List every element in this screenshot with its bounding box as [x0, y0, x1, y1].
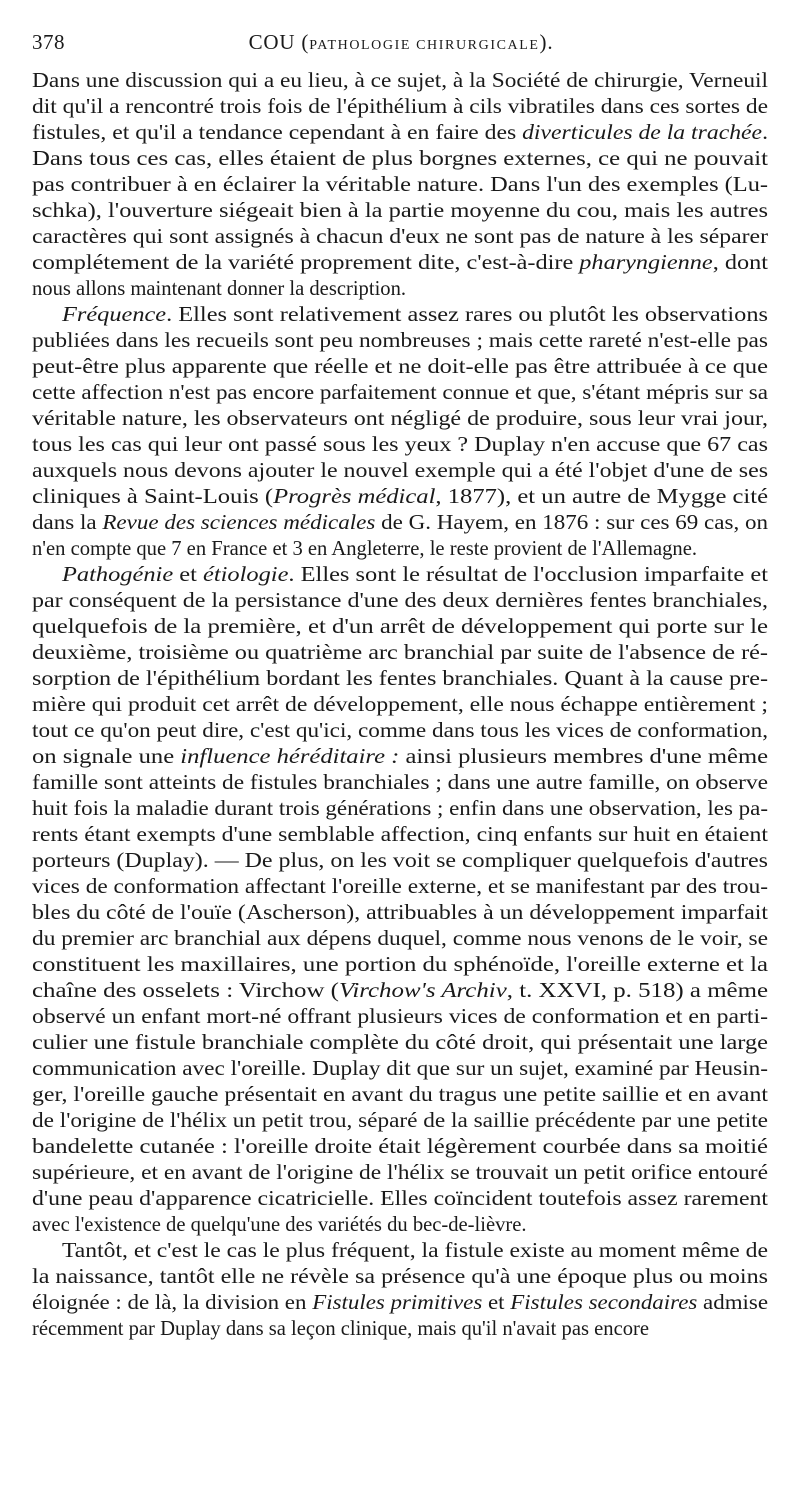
- text-run: cliniques à Saint-Louis (: [32, 486, 274, 508]
- text-run: n'en compte que 7 en France et 3 en Angleterre, le reste provient de l'Allemagne.: [32, 538, 698, 560]
- italic-run: pharyngienne: [579, 252, 713, 274]
- text-line: [32, 250, 768, 276]
- text-line: [32, 926, 768, 952]
- text-line: [32, 380, 768, 406]
- text-run: . Elles sont le résultat de l'occlusion imparfaite et: [288, 564, 768, 586]
- text-line: [32, 198, 768, 224]
- italic-run: Virchow's Archiv: [338, 980, 507, 1002]
- text-line: [32, 1212, 768, 1238]
- text-line: [32, 1290, 768, 1316]
- text-line: [32, 900, 768, 926]
- text-line-content: [32, 770, 768, 796]
- text-line-content: [32, 1030, 768, 1056]
- text-run: véritable nature, les observateurs ont négligé de produire, sous leur vrai jour,: [32, 408, 768, 430]
- text-line-content: [32, 1134, 768, 1160]
- text-line: [32, 484, 768, 510]
- text-line-content: [32, 94, 768, 120]
- text-line: [32, 68, 768, 94]
- text-line: [32, 354, 768, 380]
- text-line-content: [62, 302, 768, 328]
- text-run: quelquefois de la première, et d'un arrêt de développement qui porte sur le: [32, 616, 768, 638]
- page-header: [32, 30, 770, 60]
- text-line-content: [32, 588, 768, 614]
- text-run: peut-être plus apparente que réelle et ne doit-elle pas être attribuée à ce que: [32, 356, 768, 378]
- italic-run: Fréquence: [62, 304, 167, 326]
- text-run: tous les cas qui leur ont passé sous les yeux ? Duplay n'en accuse que 67 cas: [32, 434, 768, 456]
- text-run: huit fois la maladie durant trois générations ; enfin dans une observation, les pa-: [32, 798, 768, 820]
- text-line-content: [32, 1108, 768, 1134]
- text-line-content: [32, 172, 768, 198]
- paragraph: [32, 302, 768, 562]
- text-run: chaîne des osselets : Virchow (: [32, 980, 339, 1002]
- text-line-content: [32, 328, 768, 354]
- text-line-content: [32, 510, 768, 536]
- text-line: [32, 874, 768, 900]
- text-run: et: [482, 1292, 511, 1314]
- text-line: [32, 1186, 768, 1212]
- text-line-content: [32, 1316, 649, 1342]
- text-line: [32, 94, 768, 120]
- text-line-content: [32, 952, 768, 978]
- italic-run: Fistules primitives: [312, 1292, 483, 1314]
- text-run: famille sont atteints de fistules branchiales ; dans une autre famille, on observe: [32, 772, 768, 794]
- text-line-content: [32, 198, 768, 224]
- text-line: [32, 848, 768, 874]
- text-run: Tantôt, et c'est le cas le plus fréquent, la fistule existe au moment même de: [62, 1240, 768, 1262]
- text-line: [32, 614, 768, 640]
- text-run: de l'origine de l'hélix un petit trou, séparé de la saillie précédente par une petite: [32, 1110, 768, 1132]
- text-line: [32, 822, 768, 848]
- text-line-content: [32, 900, 768, 926]
- text-line: [32, 1108, 768, 1134]
- text-line: [32, 1056, 768, 1082]
- text-line: [32, 302, 768, 328]
- text-line-content: [32, 926, 768, 952]
- text-line-content: [32, 744, 768, 770]
- italic-run: Pathogénie: [62, 564, 174, 586]
- text-run: fistules, et qu'il a tendance cependant à en faire des: [32, 122, 523, 144]
- paragraph: [32, 68, 768, 302]
- text-run: dans la: [32, 512, 103, 534]
- text-run: caractères qui sont assignés à chacun d'eux ne sont pas de nature à les séparer: [32, 226, 768, 248]
- text-run: du premier arc branchial aux dépens duquel, comme nous venons de le voir, se: [32, 928, 768, 950]
- text-line-content: [32, 432, 768, 458]
- text-line-content: [32, 120, 768, 146]
- text-line-content: [32, 1186, 768, 1212]
- text-line-content: [32, 484, 768, 510]
- text-line: [32, 120, 768, 146]
- text-line-content: [32, 874, 768, 900]
- running-head-smallcaps: PATHOLOGIE CHIRURGICALE: [309, 38, 540, 53]
- text-line-content: [32, 536, 697, 562]
- text-run: ainsi plusieurs membres d'une même: [399, 746, 768, 768]
- text-line-content: [32, 1212, 527, 1238]
- text-line: [32, 1238, 768, 1264]
- text-line-content: [32, 718, 768, 744]
- text-run: d'une peau d'apparence cicatricielle. Elles coïncident toutefois assez rarement: [32, 1188, 768, 1210]
- text-line-content: [32, 640, 768, 666]
- text-line: [32, 1030, 768, 1056]
- italic-run: influence héréditaire :: [180, 746, 400, 768]
- text-line: [32, 692, 768, 718]
- text-line: [32, 536, 768, 562]
- text-line: [32, 1316, 768, 1342]
- text-run: de G. Hayem, en 1876 : sur ces 69 cas, on: [375, 512, 768, 534]
- italic-run: diverticules de la trachée: [522, 122, 763, 144]
- text-line-content: [32, 354, 768, 380]
- text-run: auxquels nous devons ajouter le nouvel exemple qui a été l'objet d'une de ses: [32, 460, 768, 482]
- text-run: bles du côté de l'ouïe (Ascherson), attribuables à un développement imparfait: [32, 902, 768, 924]
- text-line: [32, 640, 768, 666]
- text-line: [32, 770, 768, 796]
- italic-run: étiologie: [203, 564, 289, 586]
- italic-run: Progrès médical: [273, 486, 436, 508]
- text-run: Dans une discussion qui a eu lieu, à ce sujet, à la Société de chirurgie, Verneuil: [32, 70, 768, 92]
- text-line-content: [32, 692, 768, 718]
- text-run: publiées dans les recueils sont peu nombreuses ; mais cette rareté n'est-elle pas: [32, 330, 768, 352]
- text-line-content: [32, 822, 768, 848]
- text-line-content: [62, 1238, 768, 1264]
- text-line-content: [32, 1264, 768, 1290]
- text-run: , dont: [712, 252, 768, 274]
- text-run: récemment par Duplay dans sa leçon clinique, mais qu'il n'avait pas encore: [32, 1318, 650, 1340]
- text-line: [32, 718, 768, 744]
- text-line-content: [32, 406, 768, 432]
- body-text: [32, 68, 768, 1342]
- text-run: constituent les maxillaires, une portion du sphénoïde, l'oreille externe et la: [32, 954, 768, 976]
- text-run: avec l'existence de quelqu'une des variétés du bec-de-lièvre.: [32, 1214, 527, 1236]
- text-line: [32, 666, 768, 692]
- paragraph: [32, 562, 768, 1238]
- text-line-content: [62, 562, 768, 588]
- page-number: 378: [32, 30, 65, 54]
- text-line: [32, 1082, 768, 1108]
- text-line-content: [32, 1160, 768, 1186]
- text-run: dit qu'il a rencontré trois fois de l'épithélium à cils vibratiles dans ces sortes de: [32, 96, 768, 118]
- text-run: porteurs (Duplay). — De plus, on les voit se compliquer quelquefois d'autres: [32, 850, 768, 872]
- text-line-content: [32, 380, 768, 406]
- text-run: culier une fistule branchiale complète du côté droit, qui présentait une large: [32, 1032, 768, 1054]
- text-line-content: [32, 250, 768, 276]
- text-run: bandelette cutanée : l'oreille droite était légèrement courbée dans sa moitié: [32, 1136, 768, 1158]
- text-line: [32, 978, 768, 1004]
- running-head: [32, 30, 770, 55]
- text-run: .: [762, 122, 768, 144]
- text-run: nous allons maintenant donner la description.: [32, 278, 407, 300]
- text-line: [32, 744, 768, 770]
- text-line: [32, 276, 768, 302]
- text-run: Dans tous ces cas, elles étaient de plus borgnes externes, ce qui ne pouvait: [32, 148, 768, 170]
- italic-run: Revue des sciences médicales: [102, 512, 376, 534]
- text-run: complétement de la variété proprement dite, c'est-à-dire: [32, 252, 580, 274]
- text-line-content: [32, 68, 768, 94]
- text-run: tout ce qu'on peut dire, c'est qu'ici, comme dans tous les vices de conformation,: [32, 720, 768, 742]
- paragraph: [32, 1238, 768, 1342]
- text-line-content: [32, 146, 768, 172]
- text-line-content: [32, 666, 768, 692]
- text-line: [32, 146, 768, 172]
- text-run: supérieure, et en avant de l'origine de l'hélix se trouvait un petit orifice entouré: [32, 1162, 768, 1184]
- text-line: [32, 1134, 768, 1160]
- text-line: [32, 952, 768, 978]
- text-line-content: [32, 1004, 768, 1030]
- text-line: [32, 510, 768, 536]
- text-line: [32, 588, 768, 614]
- text-line-content: [32, 1056, 768, 1082]
- text-line-content: [32, 224, 768, 250]
- text-run: ger, l'oreille gauche présentait en avant du tragus une petite saillie et en avant: [32, 1084, 768, 1106]
- text-run: sorption de l'épithélium bordant les fentes branchiales. Quant à la cause pre-: [32, 668, 768, 690]
- text-run: deuxième, troisième ou quatrième arc branchial par suite de l'absence de ré-: [32, 642, 768, 664]
- text-line: [32, 562, 768, 588]
- text-run: vices de conformation affectant l'oreille externe, et se manifestant par des trou-: [32, 876, 768, 898]
- text-line-content: [32, 978, 768, 1004]
- text-line: [32, 1264, 768, 1290]
- text-line-content: [32, 848, 768, 874]
- text-line-content: [32, 614, 768, 640]
- text-line: [32, 328, 768, 354]
- text-line: [32, 172, 768, 198]
- italic-run: Fistules secondaires: [510, 1292, 698, 1314]
- text-line: [32, 406, 768, 432]
- text-line: [32, 432, 768, 458]
- text-line: [32, 1004, 768, 1030]
- text-line-content: [32, 1082, 768, 1108]
- text-line-content: [32, 1290, 768, 1316]
- running-head-main: COU (: [248, 30, 310, 54]
- text-run: admise: [697, 1292, 768, 1314]
- text-run: . Elles sont relativement assez rares ou plutôt les observations: [166, 304, 768, 326]
- text-run: observé un enfant mort-né offrant plusieurs vices de conformation et en parti-: [32, 1006, 768, 1028]
- text-run: cette affection n'est pas encore parfaitement connue et que, s'étant mépris sur sa: [32, 382, 768, 404]
- text-run: on signale une: [32, 746, 181, 768]
- text-run: communication avec l'oreille. Duplay dit que sur un sujet, examiné par Heusin-: [32, 1058, 768, 1080]
- text-run: la naissance, tantôt elle ne révèle sa présence qu'à une époque plus ou moins: [32, 1266, 768, 1288]
- text-run: mière qui produit cet arrêt de développement, elle nous échappe entièrement ;: [32, 694, 768, 716]
- text-line: [32, 458, 768, 484]
- text-line: [32, 224, 768, 250]
- text-line-content: [32, 796, 768, 822]
- text-run: et: [173, 564, 204, 586]
- text-run: rents étant exempts d'une semblable affection, cinq enfants sur huit en étaient: [32, 824, 768, 846]
- text-line: [32, 1160, 768, 1186]
- text-run: , 1877), et un autre de Mygge cité: [435, 486, 768, 508]
- text-run: par conséquent de la persistance d'une des deux dernières fentes branchiales,: [32, 590, 768, 612]
- running-head-end: ).: [539, 30, 554, 54]
- text-run: pas contribuer à en éclairer la véritable nature. Dans l'un des exemples (Lu-: [32, 174, 768, 196]
- text-line: [32, 796, 768, 822]
- text-run: , t. XXVI, p. 518) a même: [506, 980, 768, 1002]
- text-line-content: [32, 458, 768, 484]
- text-run: éloignée : de là, la division en: [32, 1292, 313, 1314]
- text-run: schka), l'ouverture siégeait bien à la partie moyenne du cou, mais les autres: [32, 200, 768, 222]
- text-line-content: [32, 276, 406, 302]
